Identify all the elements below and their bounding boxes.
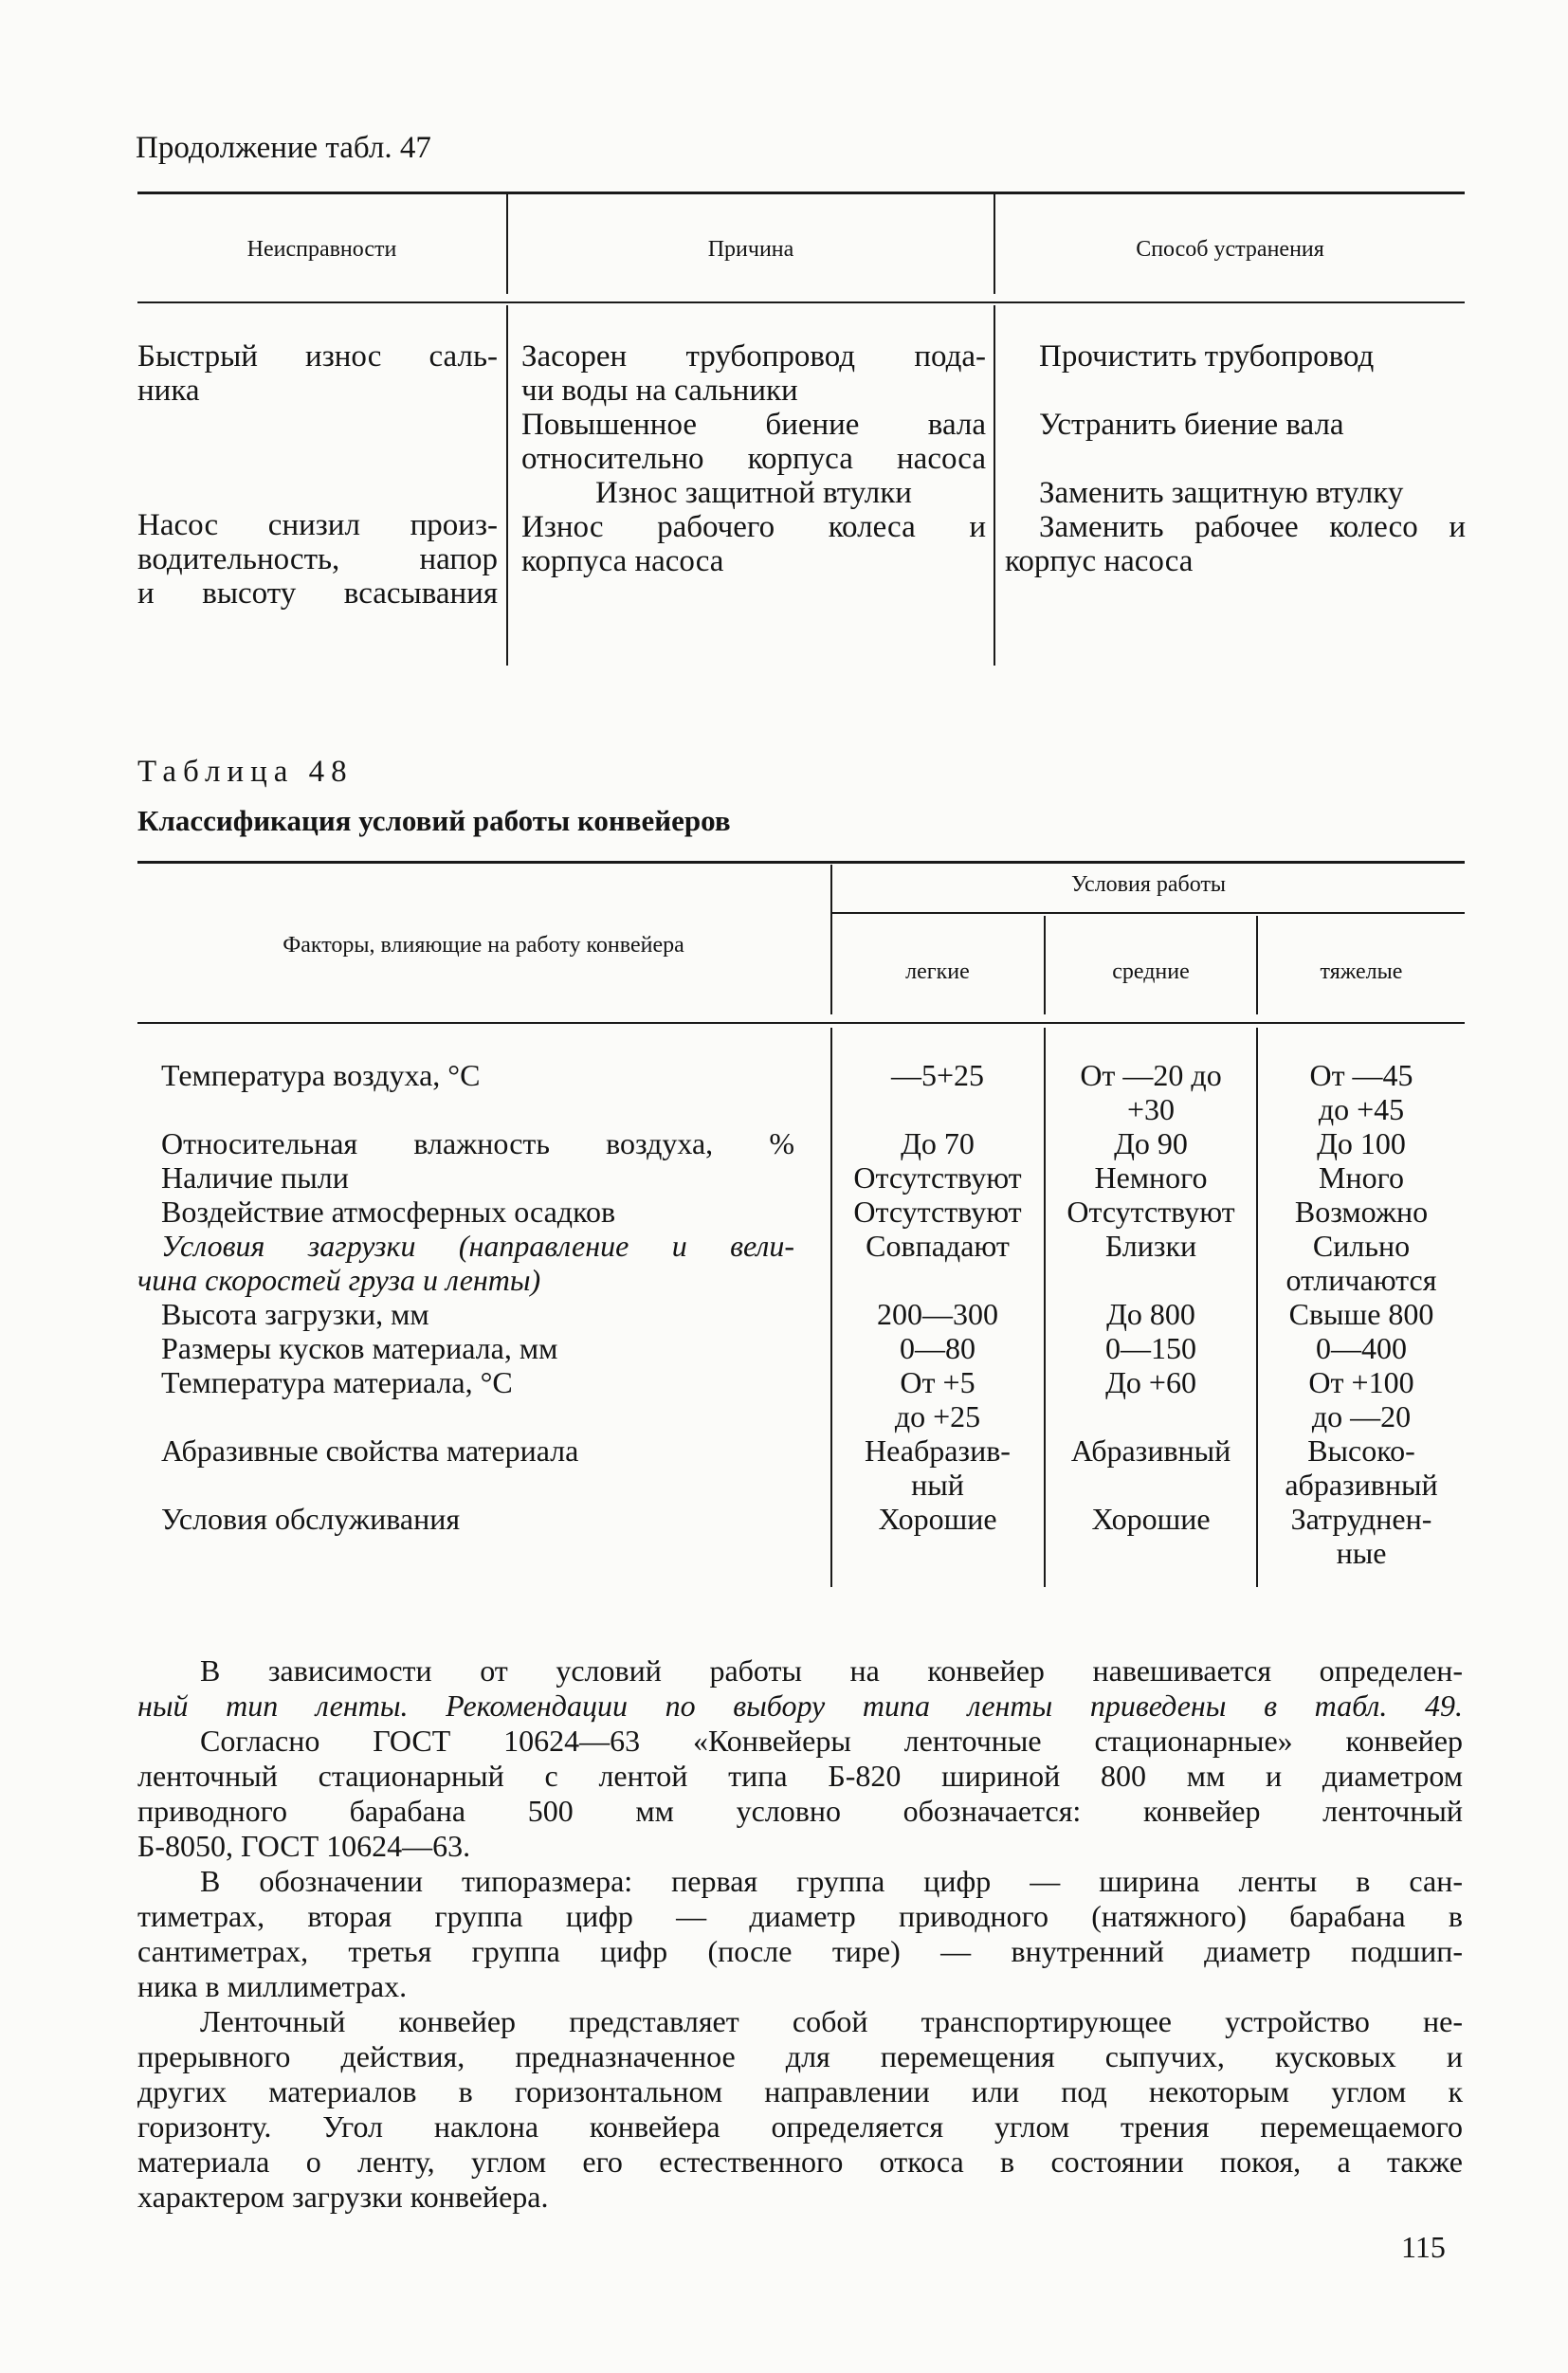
- table48-label: Таблица 48: [137, 755, 354, 789]
- table47-divider-1-body: [506, 305, 508, 666]
- table47-cause-2: Повышенное биение вала относительно корпуса насоса: [521, 408, 986, 476]
- body-paragraph-4: Ленточный конвейер представляет собой транспортирующее устройство не- прерывного действия, предназначенное для перемещения сыпучих, кусковых и других материалов в горизонтальном направлении или под некоторым углом к горизонту. Угол наклона конвейера определяется углом трения перемещаемого материала о ленту, углом его естественного откоса в состоянии покоя, а также характером загрузки конвейера.: [137, 2004, 1463, 2214]
- table47-continuation-title: Продолжение табл. 47: [136, 131, 431, 165]
- table48-header-heavy: тяжелые: [1320, 959, 1403, 984]
- table47-remedy-1: Прочистить трубопровод: [1039, 339, 1375, 374]
- body-paragraph-1: В зависимости от условий работы на конвейер навешивается определен- ный тип ленты. Рекомендации по выбору типа ленты приведены в табл. 49.: [137, 1653, 1463, 1723]
- table48-header-light: легкие: [905, 959, 970, 984]
- table47-remedy-2: Устранить биение вала: [1039, 408, 1344, 442]
- table48-header-conditions: Условия работы: [1070, 872, 1227, 897]
- book-page: Продолжение табл. 47 Неисправности Причина Способ устранения Быстрый износ саль- ника Насос снизил произ- водительность, напор и высоту всасывания Засорен трубопровод пода- чи воды на сальники Повышенное биение вала относительно корпуса насоса Износ защитной втулки Износ рабочего колеса и корпуса насоса Прочистить трубопровод Устранить биение вала Заменить защитную втулку Заменить рабочее колесо и корпус насоса Таблица 48 Классификация условий работы конвейеров Факторы, влияющие на работу конвейера Условия работы легкие средние тяжелые Температура воздуха, °С —5+25 От —20 до +30 От —45 до +45 Относительная влажность воздуха, % До 70 До 90 До 100 Наличие пыли Отсутствуют Немного Много Воздействие атмосферных осадков Отсутствуют Отсутствуют Возможно Условия загрузки (направление и вели- чина скоростей груза и ленты) Совпадают Близки Сильно отличаются Высота загрузки, мм 200—300 До 800 Свыше 800 Размеры кусков материала, мм 0—80 0—150 0—400 Температура материала, °С От +5 до +25 До +60 От +100 до —20 Абразивные свойства материала Неабразив- ный Абразивный Высоко- абразивный Условия обслуживания Хорошие Хорошие Затруднен- ные В зависимости от условий работы на конвейер навешивается определен- ный тип ленты. Рекомендации по выбору типа ленты приведены в табл. 49. Согласно ГОСТ 10624—63 «Конвейеры ленточные стационарные» конвейер ленточный стационарный с лентой типа Б-820 шириной 800 мм и диаметром приводного барабана 500 мм условно обозначается: конвейер ленточный Б-8050, ГОСТ 10624—63. В обозначении типоразмера: первая группа цифр — ширина ленты в сан- тиметрах, вторая группа цифр — диаметр приводного (натяжного) барабана в сантиметрах, третья группа цифр (после тире) — внутренний диаметр подшип- ника в миллиметрах. Ленточный конвейер представляет собой транспортирующее устройство не- прерывного действия, предназначенное для перемещения сыпучих, кусковых и других материалов в горизонтальном направлении или под некоторым углом к горизонту. Угол наклона конвейера определяется углом трения перемещаемого материала о ленту, углом его естественного откоса в состоянии покоя, а также характером загрузки конвейера. 115: [136, 131, 1466, 2264]
- table47-header-cause: Причина: [707, 237, 794, 262]
- body-paragraph-2: Согласно ГОСТ 10624—63 «Конвейеры ленточные стационарные» конвейер ленточный стационарный с лентой типа Б-820 шириной 800 мм и диаметром приводного барабана 500 мм условно обозначается: конвейер ленточный Б-8050, ГОСТ 10624—63.: [137, 1724, 1463, 1863]
- table47-fault-1: Быстрый износ саль- ника: [137, 339, 498, 408]
- table47-header-rule: [137, 301, 1465, 303]
- table48-title: Классификация условий работы конвейеров: [137, 804, 731, 837]
- table48-header-rule: [137, 1022, 1465, 1024]
- table47-header-remedy: Способ устранения: [1136, 237, 1324, 262]
- page-number: 115: [1401, 2230, 1446, 2264]
- table47-cause-3: Износ защитной втулки: [595, 476, 912, 510]
- table47-remedy-3: Заменить защитную втулку: [1039, 476, 1404, 510]
- table47-cause-1: Засорен трубопровод пода- чи воды на сальники: [521, 339, 986, 408]
- table47-cause-4: Износ рабочего колеса и корпуса насоса: [521, 510, 986, 578]
- table47-header-faults: Неисправности: [246, 237, 397, 262]
- table47-divider-2-body: [994, 305, 995, 666]
- table47-fault-2: Насос снизил произ- водительность, напор и высоту всасывания: [137, 508, 498, 611]
- table48-header-factors: Факторы, влияющие на работу конвейера: [283, 933, 684, 958]
- table48-header-medium: средние: [1112, 959, 1190, 984]
- table47-remedy-4: Заменить рабочее колесо и корпус насоса: [1005, 510, 1466, 578]
- table47-top-rule: [137, 192, 1465, 194]
- table48-subheader-rule: [831, 912, 1465, 914]
- body-paragraph-3: В обозначении типоразмера: первая группа цифр — ширина ленты в сан- тиметрах, вторая группа цифр — диаметр приводного (натяжного) барабана в сантиметрах, третья группа цифр (после тире) — внутренний диаметр подшип- ника в миллиметрах.: [137, 1864, 1463, 2003]
- table48-top-rule: [137, 861, 1465, 864]
